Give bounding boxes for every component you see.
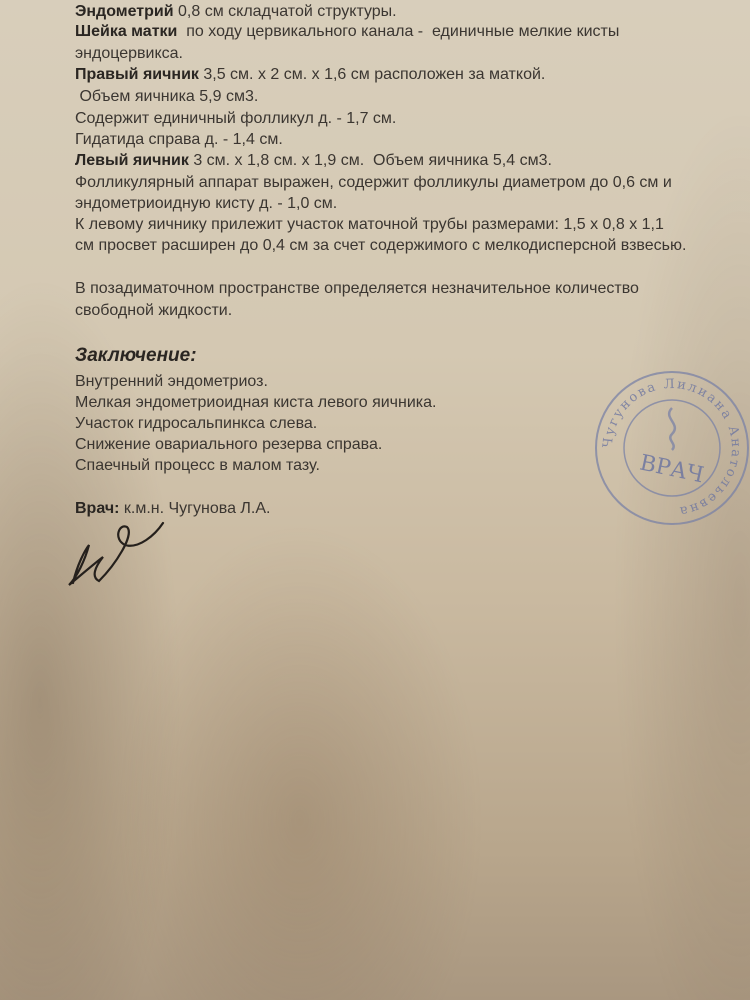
cervix-text: по ходу цервикального канала - единичные мелкие кисты (177, 23, 620, 40)
right-ovary-label: Правый яичник (75, 66, 199, 83)
left-ovary-cyst: эндометриоидную кисту д. - 1,0 см. (75, 195, 338, 212)
doctor-stamp (592, 368, 750, 528)
left-ovary-label: Левый яичник (75, 152, 189, 169)
tube-line-2: см просвет расширен до 0,4 см за счет содержимого с мелкодисперсной взвесью. (75, 237, 687, 254)
right-ovary-volume: Объем яичника 5,9 см3. (75, 88, 259, 105)
conclusion-title: Заключение: (75, 345, 197, 366)
fluid-line-2: свободной жидкости. (75, 302, 233, 319)
conclusion-item: Спаечный процесс в малом тазу. (75, 457, 320, 474)
svg-text:Чугунова Лилиана Анатольевна: Чугунова Лилиана Анатольевна (600, 376, 744, 519)
conclusion-item: Внутренний эндометриоз. (75, 373, 268, 390)
cervix-line (75, 22, 619, 42)
cervix-label: Шейка матки (75, 23, 178, 40)
left-ovary-follicles: Фолликулярный аппарат выражен, содержит фолликулы диаметром до 0,6 см и (75, 174, 672, 191)
left-ovary-text: 3 см. х 1,8 см. х 1,9 см. Объем яичника 5,4 см3. (188, 152, 552, 169)
handwritten-signature (55, 505, 185, 595)
left-ovary-line (75, 151, 552, 171)
doctor-label: Врач: (75, 500, 120, 517)
right-ovary-text: 3,5 см. х 2 см. х 1,6 см расположен за маткой. (198, 66, 546, 83)
conclusion-item: Снижение овариального резерва справа. (75, 436, 383, 453)
tube-line-1: К левому яичнику прилежит участок маточной трубы размерами: 1,5 х 0,8 х 1,1 (75, 216, 664, 233)
endometrium-line (75, 2, 397, 22)
conclusion-item: Участок гидросальпинкса слева. (75, 415, 318, 432)
endometrium-text: 0,8 см складчатой структуры. (173, 3, 397, 20)
svg-text:ВРАЧ: ВРАЧ (637, 450, 706, 489)
endometrium-label: Эндометрий (75, 3, 174, 20)
right-hydatid: Гидатида справа д. - 1,4 см. (75, 131, 283, 148)
cervix-continuation: эндоцервикса. (75, 45, 183, 62)
conclusion-item: Мелкая эндометриоидная киста левого яичника. (75, 394, 437, 411)
right-ovary-line (75, 65, 545, 85)
fluid-line-1: В позадиматочном пространстве определяется незначительное количество (75, 280, 639, 297)
caduceus-icon (669, 408, 675, 450)
right-ovary-follicle: Содержит единичный фолликул д. - 1,7 см. (75, 110, 397, 127)
doctor-name: к.м.н. Чугунова Л.А. (119, 500, 271, 517)
